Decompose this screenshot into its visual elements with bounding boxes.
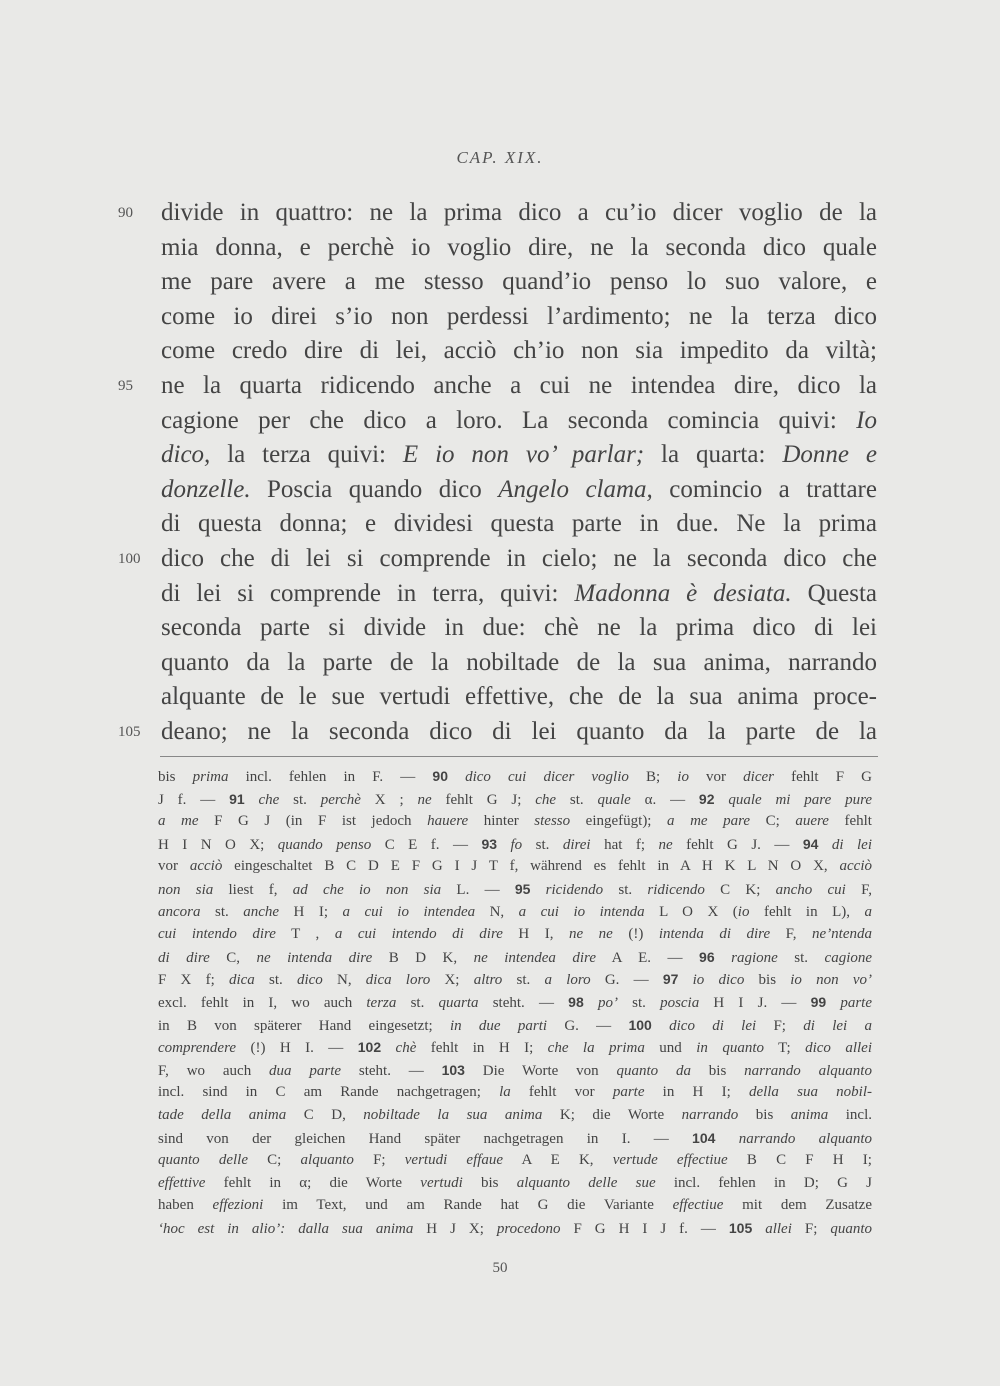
footnote-segment: A E K, (503, 1152, 613, 1169)
footnote-segment: quanto (830, 1221, 873, 1237)
footnote-segment: della sua nobil- (748, 1084, 872, 1101)
footnote-segment: ragione (731, 949, 778, 966)
footnote-segment: effezioni (212, 1197, 264, 1214)
footnote-segment: nobiltade la sua anima (363, 1107, 543, 1123)
footnote-line (158, 810, 872, 832)
footnote-segment: in H I; (644, 1084, 749, 1101)
footnote-segment: ne’ntenda (812, 926, 873, 943)
footnote-segment: acciò (189, 858, 223, 875)
text-segment: deano; ne la seconda dico di lei quanto da la parte de la (161, 718, 877, 745)
footnote-segment: F, wo auch (158, 1062, 270, 1079)
footnote-segment: F; (791, 1221, 831, 1237)
text-segment: dico, (161, 441, 211, 469)
footnote-segment: im Text, und am Rande hat G die Variante (263, 1197, 673, 1214)
footnote-line (158, 788, 872, 810)
text-segment: E io non vo’ parlar; (402, 441, 645, 469)
footnote-segment: fehlt F G (774, 769, 872, 785)
footnote-line (158, 878, 872, 900)
text-segment: Poscia quando dico (250, 475, 499, 503)
line-number: 90 (118, 205, 133, 221)
footnote-segment: X ; (360, 791, 418, 808)
footnote-segment: di lei (831, 836, 872, 853)
footnote-segment: dico cui dicer voglio (465, 769, 629, 785)
footnote-segment: non sia (158, 882, 214, 898)
footnote-line (158, 1014, 872, 1036)
text-segment: come credo dire di lei, acciò ch’io non sia impedito da viltà; (161, 337, 877, 365)
footnote-segment: a cui io intenda (518, 903, 645, 920)
footnote-segment: vertude effectiue (612, 1152, 728, 1169)
footnote-segment (826, 995, 840, 1011)
footnote-segment: alquanto (300, 1152, 354, 1169)
footnote-segment: che (535, 791, 557, 808)
footnote-segment: bis (690, 1062, 745, 1079)
footnote-segment: hat f; (590, 836, 659, 853)
footnote-segment: st. (279, 791, 321, 808)
footnote-segment: a loro (544, 972, 591, 989)
footnote-ref: 97 (662, 971, 679, 988)
footnote-segment: A E. — (596, 949, 700, 966)
footnote-segment: quarta (438, 995, 479, 1011)
footnote-ref: 93 (481, 835, 498, 852)
text-segment: come io direi s’io non perdessi l’ardimento; ne la terza dico (161, 302, 877, 330)
footnote-segment: vor (158, 858, 190, 875)
text-line (161, 473, 877, 507)
page-number: 50 (492, 1260, 508, 1276)
footnote-segment: G. — (590, 972, 663, 989)
footnote-segment (818, 837, 831, 853)
text-segment: Donne e (782, 441, 877, 469)
footnote-segment: effettive (158, 1174, 206, 1191)
footnote-segment: T , (275, 926, 335, 943)
text-segment: seconda parte si divide in due: chè ne la prima dico di lei (161, 614, 877, 642)
footnote-segment: haben (158, 1197, 213, 1214)
footnote-segment: ne intenda dire (256, 949, 373, 966)
footnote-segment: chè (395, 1040, 417, 1057)
footnote-segment: perchè (320, 791, 361, 808)
footnote-segment: L. — (441, 882, 515, 898)
footnote-segment: T; (763, 1040, 806, 1057)
text-segment: cagione per che dico a loro. La seconda comincia quivi: (161, 406, 857, 434)
footnote-segment: io non vo’ (790, 972, 872, 989)
footnote-segment: H I; (279, 903, 343, 920)
footnote-segment: C K; (704, 882, 776, 898)
text-segment: ne la quarta ridicendo anche a cui ne intendea dire, dico la (161, 372, 877, 399)
footnote-segment: narrando alquanto (744, 1062, 872, 1079)
footnote-segment (652, 1018, 669, 1034)
footnote-line (158, 901, 872, 923)
text-line (161, 507, 877, 541)
footnote-line (158, 968, 872, 990)
footnote-segment: a me (158, 813, 199, 830)
text-segment: di questa donna; e dividesi questa parte in due. Ne la prima (161, 510, 877, 538)
footnote-segment: G. — (547, 1017, 629, 1034)
footnote-segment: ne intendea dire (473, 949, 596, 966)
footnote-segment: st. (254, 972, 297, 989)
footnote-segment (715, 950, 732, 966)
text-segment: me pare avere a me stesso quand’io penso lo suo valore, e (161, 268, 877, 296)
footnote-segment: (!) H I. — (236, 1040, 358, 1057)
footnote-line (158, 1149, 872, 1171)
footnote-ref: 100 (628, 1016, 652, 1033)
footnote-segment: fehlt G J; (431, 791, 536, 808)
footnote-segment: C E f. — (371, 836, 482, 853)
text-line (161, 577, 877, 611)
text-segment: donzelle. (161, 475, 251, 503)
footnote-segment: eingeschaltet B C D E F G I J T f, während es fehlt in A H K L N O X, (222, 858, 840, 875)
footnote-segment: bis (158, 769, 193, 785)
footnote-ref: 91 (229, 790, 245, 807)
footnote-segment (530, 882, 545, 898)
footnote-segment: cui intendo dire (158, 926, 276, 943)
footnote-line (158, 946, 872, 968)
footnote-segment: a me pare (667, 813, 751, 830)
footnote-segment: F X f; (158, 972, 229, 989)
footnote-segment (715, 792, 729, 808)
text-line (161, 404, 877, 438)
footnote-segment: ne (417, 791, 432, 808)
footnote-segment: incl. fehlen in D; G J (655, 1174, 872, 1191)
footnote-line (158, 1059, 872, 1081)
text-segment: divide in quattro: ne la prima dico a cu’io dicer voglio de la (161, 199, 877, 226)
footnote-segment: F; (756, 1017, 804, 1034)
footnote-segment: ancora (158, 903, 201, 920)
footnote-ref: 98 (568, 994, 584, 1010)
footnote-ref: 99 (810, 994, 827, 1010)
footnote-segment: H J X; (413, 1221, 497, 1237)
footnote-ref: 96 (699, 948, 715, 965)
text-segment: mia donna, e perchè io voglio dire, ne la seconda dico quale (161, 233, 877, 261)
footnote-segment: bis (744, 972, 791, 989)
footnote-segment: ad che io non sia (292, 882, 442, 898)
footnote-line (158, 1194, 872, 1216)
footnote-segment: sind von der gleichen Hand später nachgetragen in I. — (158, 1130, 693, 1147)
footnote-segment: ne ne (569, 926, 613, 943)
footnote-segment: C D, (286, 1107, 364, 1123)
footnote-segment: a cui intendo di dire (334, 926, 503, 943)
text-segment: Io (856, 406, 877, 434)
line-number: 95 (118, 378, 133, 394)
footnote-segment: dica loro (365, 972, 431, 989)
footnote-segment: dico di lei (669, 1017, 757, 1034)
text-segment: Questa (791, 579, 877, 607)
footnote-segment: st. (200, 903, 244, 920)
chapter-header: CAP. XIX. (456, 148, 544, 167)
footnote-segment: anche (243, 903, 280, 920)
footnote-segment: (!) (612, 926, 659, 943)
footnote-segment: C, (209, 949, 257, 966)
footnote-segment: che (258, 791, 280, 808)
footnote-segment: F; (353, 1152, 405, 1169)
footnote-segment: incl. fehlen in F. — (228, 769, 433, 785)
footnote-segment: N, (475, 903, 519, 920)
footnote-segment: stesso (534, 813, 571, 830)
footnote-segment: J f. — (158, 791, 230, 808)
footnote-segment: eingefügt); (570, 813, 668, 830)
footnote-segment: ricidendo (545, 882, 604, 898)
footnote-line (158, 1104, 872, 1126)
footnote-segment: excl. fehlt in I, wo auch (158, 995, 367, 1011)
footnote-segment: io dico (692, 972, 745, 989)
footnote-segment: di dire (158, 949, 210, 966)
text-segment: Madonna è desiata. (574, 579, 792, 607)
footnote-segment: B D K, (372, 949, 474, 966)
footnote-segment (678, 972, 692, 988)
text-line (161, 611, 877, 645)
footnote-segment: F, (770, 926, 813, 943)
footnote-segment: st. (617, 995, 661, 1011)
footnote-segment: α. — (630, 791, 699, 808)
footnote-segment: poscia (660, 995, 700, 1011)
text-line (161, 715, 877, 749)
footnote-segment: steht. — (478, 995, 569, 1011)
text-segment: dico che di lei si comprende in cielo; ne la seconda dico che (161, 545, 877, 572)
footnote-line (158, 1172, 872, 1194)
footnote-segment: dua parte (269, 1062, 342, 1079)
footnote-segment: intenda di dire (658, 926, 771, 943)
footnote-segment: parte (840, 995, 873, 1011)
footnote-segment (584, 995, 598, 1011)
footnote-segment (497, 837, 510, 853)
footnote-segment: st. (556, 791, 598, 808)
footnote-segment: hauere (427, 813, 469, 830)
text-line (161, 438, 877, 472)
footnote-segment: a (864, 903, 872, 920)
footnote-segment: liest f, (213, 882, 293, 898)
footnote-segment: K; die Worte (542, 1107, 682, 1123)
footnote-segment: H I, (502, 926, 570, 943)
footnote-segment: C; (750, 813, 796, 830)
text-segment: la terza quivi: (210, 441, 403, 469)
footnote-segment: la (499, 1084, 511, 1101)
footnote-segment (448, 769, 465, 785)
footnote-segment: B; (628, 769, 678, 785)
footnote-divider (160, 756, 878, 757)
text-line (161, 369, 877, 403)
footnote-segment: fehlt in L), (749, 903, 865, 920)
footnote-segment: in due parti (449, 1017, 548, 1034)
footnote-segment: procedono (496, 1221, 561, 1237)
footnote-segment: alquanto delle sue (516, 1174, 656, 1191)
footnote-segment: io (737, 903, 750, 920)
footnote-segment: ne (658, 836, 673, 853)
footnote-segment: a cui io intendea (342, 903, 476, 920)
text-line (161, 646, 877, 680)
footnote-line (158, 923, 872, 945)
text-segment: Angelo clama, (498, 475, 653, 503)
footnote-segment: N, (322, 972, 366, 989)
footnote-segment: incl. sind in C am Rande nachgetragen; (158, 1084, 500, 1101)
footnote-segment: comprendere (158, 1040, 237, 1057)
text-segment: di lei si comprende in terra, quivi: (161, 579, 575, 607)
footnote-segment: fehlt vor (510, 1084, 613, 1101)
footnote-segment: che la prima (547, 1040, 645, 1057)
footnote-segment: dico allei (805, 1040, 872, 1057)
footnote-segment: X; (430, 972, 474, 989)
footnote-line (158, 991, 872, 1013)
text-line (161, 265, 877, 299)
footnote-line (158, 833, 872, 855)
footnote-segment: parte (612, 1084, 645, 1101)
footnote-segment: anima (790, 1107, 829, 1123)
footnote-segment: st. (777, 949, 825, 966)
footnote-segment: fehlt in α; die Worte (205, 1174, 421, 1191)
footnote-segment: F, (845, 882, 872, 898)
text-line (161, 300, 877, 334)
footnote-segment: H I N O X; (158, 836, 278, 853)
footnote-segment: acciò (839, 858, 872, 875)
footnote-segment (381, 1040, 395, 1056)
footnote-segment: st. (603, 882, 648, 898)
footnote-segment (715, 1131, 738, 1147)
footnote-segment: B C F H I; (727, 1152, 872, 1169)
footnote-segment: bis (462, 1174, 517, 1191)
footnote-segment: terza (366, 995, 397, 1011)
footnote-segment: vertudi effaue (404, 1152, 504, 1169)
footnote-segment: quale mi pare pure (728, 791, 873, 808)
footnote-segment: in quanto (696, 1040, 764, 1057)
footnote-segment: incl. (828, 1107, 872, 1123)
footnote-segment: fehlt G J. — (672, 836, 803, 853)
footnote-segment: direi (562, 836, 591, 853)
footnote-segment: quanto delle (158, 1152, 248, 1169)
footnote-segment: und (644, 1040, 697, 1057)
footnote-segment: di lei a (803, 1017, 872, 1034)
footnote-segment: vor (688, 769, 744, 785)
text-line (161, 334, 877, 368)
footnote-segment: cagione (824, 949, 873, 966)
text-segment: alquante de le sue vertudi effettive, che de la sua anima proce- (161, 683, 877, 711)
footnote-line (158, 1081, 872, 1103)
footnote-segment: auere (795, 813, 829, 830)
footnote-segment: fo (510, 836, 523, 853)
footnote-segment: H I J. — (699, 995, 811, 1011)
text-segment: comincio a trattare (652, 475, 877, 503)
footnote-segment: dica (228, 972, 255, 989)
footnote-segment: quale (597, 791, 631, 808)
footnote-ref: 95 (514, 881, 531, 897)
footnote-segment: io (677, 769, 689, 785)
footnote-line (158, 855, 872, 877)
footnote-segment: L O X ( (644, 903, 738, 920)
footnote-segment: F G J (in F ist jedoch (198, 813, 428, 830)
text-line (161, 542, 877, 576)
footnote-line (158, 1127, 872, 1149)
text-line (161, 196, 877, 230)
footnote-segment: hinter (468, 813, 535, 830)
footnote-segment: narrando alquanto (738, 1130, 873, 1147)
text-line (161, 231, 877, 265)
text-segment: quanto da la parte de la nobiltade de la sua anima, narrando (161, 648, 877, 676)
line-number: 105 (118, 724, 141, 740)
text-line (161, 680, 877, 714)
footnote-segment: steht. — (341, 1062, 442, 1079)
footnote-segment: Die Worte von (464, 1062, 617, 1079)
footnote-segment: quanto da (616, 1062, 691, 1079)
footnote-segment: allei (765, 1221, 792, 1237)
footnote-ref: 102 (357, 1039, 382, 1056)
footnote-segment: F G H I J f. — (560, 1221, 729, 1237)
footnote-segment: C; (248, 1152, 301, 1169)
footnote-segment: st. (502, 972, 545, 989)
footnote-segment: ridicendo (647, 882, 705, 898)
footnote-segment: dico (296, 972, 323, 989)
line-number: 100 (118, 551, 141, 567)
text-segment: la quarta: (644, 441, 783, 469)
footnote-segment: in B von späterer Hand eingesetzt; (158, 1017, 450, 1034)
footnote-segment (752, 1221, 765, 1237)
footnote-ref: 104 (692, 1129, 716, 1146)
footnote-segment: ancho cui (775, 882, 846, 898)
footnote-segment: po’ (597, 995, 618, 1011)
footnote-segment: ‘hoc est in alio’: dalla sua anima (158, 1221, 414, 1237)
footnote-line (158, 1217, 872, 1239)
footnote-ref: 103 (441, 1061, 465, 1078)
footnote-ref: 90 (432, 768, 448, 784)
footnote-segment: dicer (743, 769, 774, 785)
footnote-segment: mit dem Zusatze (723, 1197, 872, 1214)
footnote-segment: vertudi (420, 1174, 463, 1191)
footnote-segment: prima (192, 769, 229, 785)
footnote-segment: fehlt (828, 813, 872, 830)
footnote-line (158, 765, 872, 787)
footnote-segment: bis (738, 1107, 791, 1123)
footnote-segment: tade della anima (158, 1107, 287, 1123)
footnote-line (158, 1036, 872, 1058)
footnote-segment: narrando (681, 1107, 739, 1123)
footnote-segment: effectiue (672, 1197, 724, 1214)
footnote-ref: 92 (698, 790, 715, 807)
footnote-segment: altro (473, 972, 503, 989)
footnote-segment: quando penso (277, 836, 372, 853)
footnote-ref: 94 (802, 835, 819, 852)
footnote-segment: st. (396, 995, 439, 1011)
footnote-ref: 105 (728, 1220, 753, 1236)
footnote-segment: fehlt in H I; (416, 1040, 548, 1057)
footnote-segment: st. (522, 836, 563, 853)
footnote-segment (245, 792, 259, 808)
